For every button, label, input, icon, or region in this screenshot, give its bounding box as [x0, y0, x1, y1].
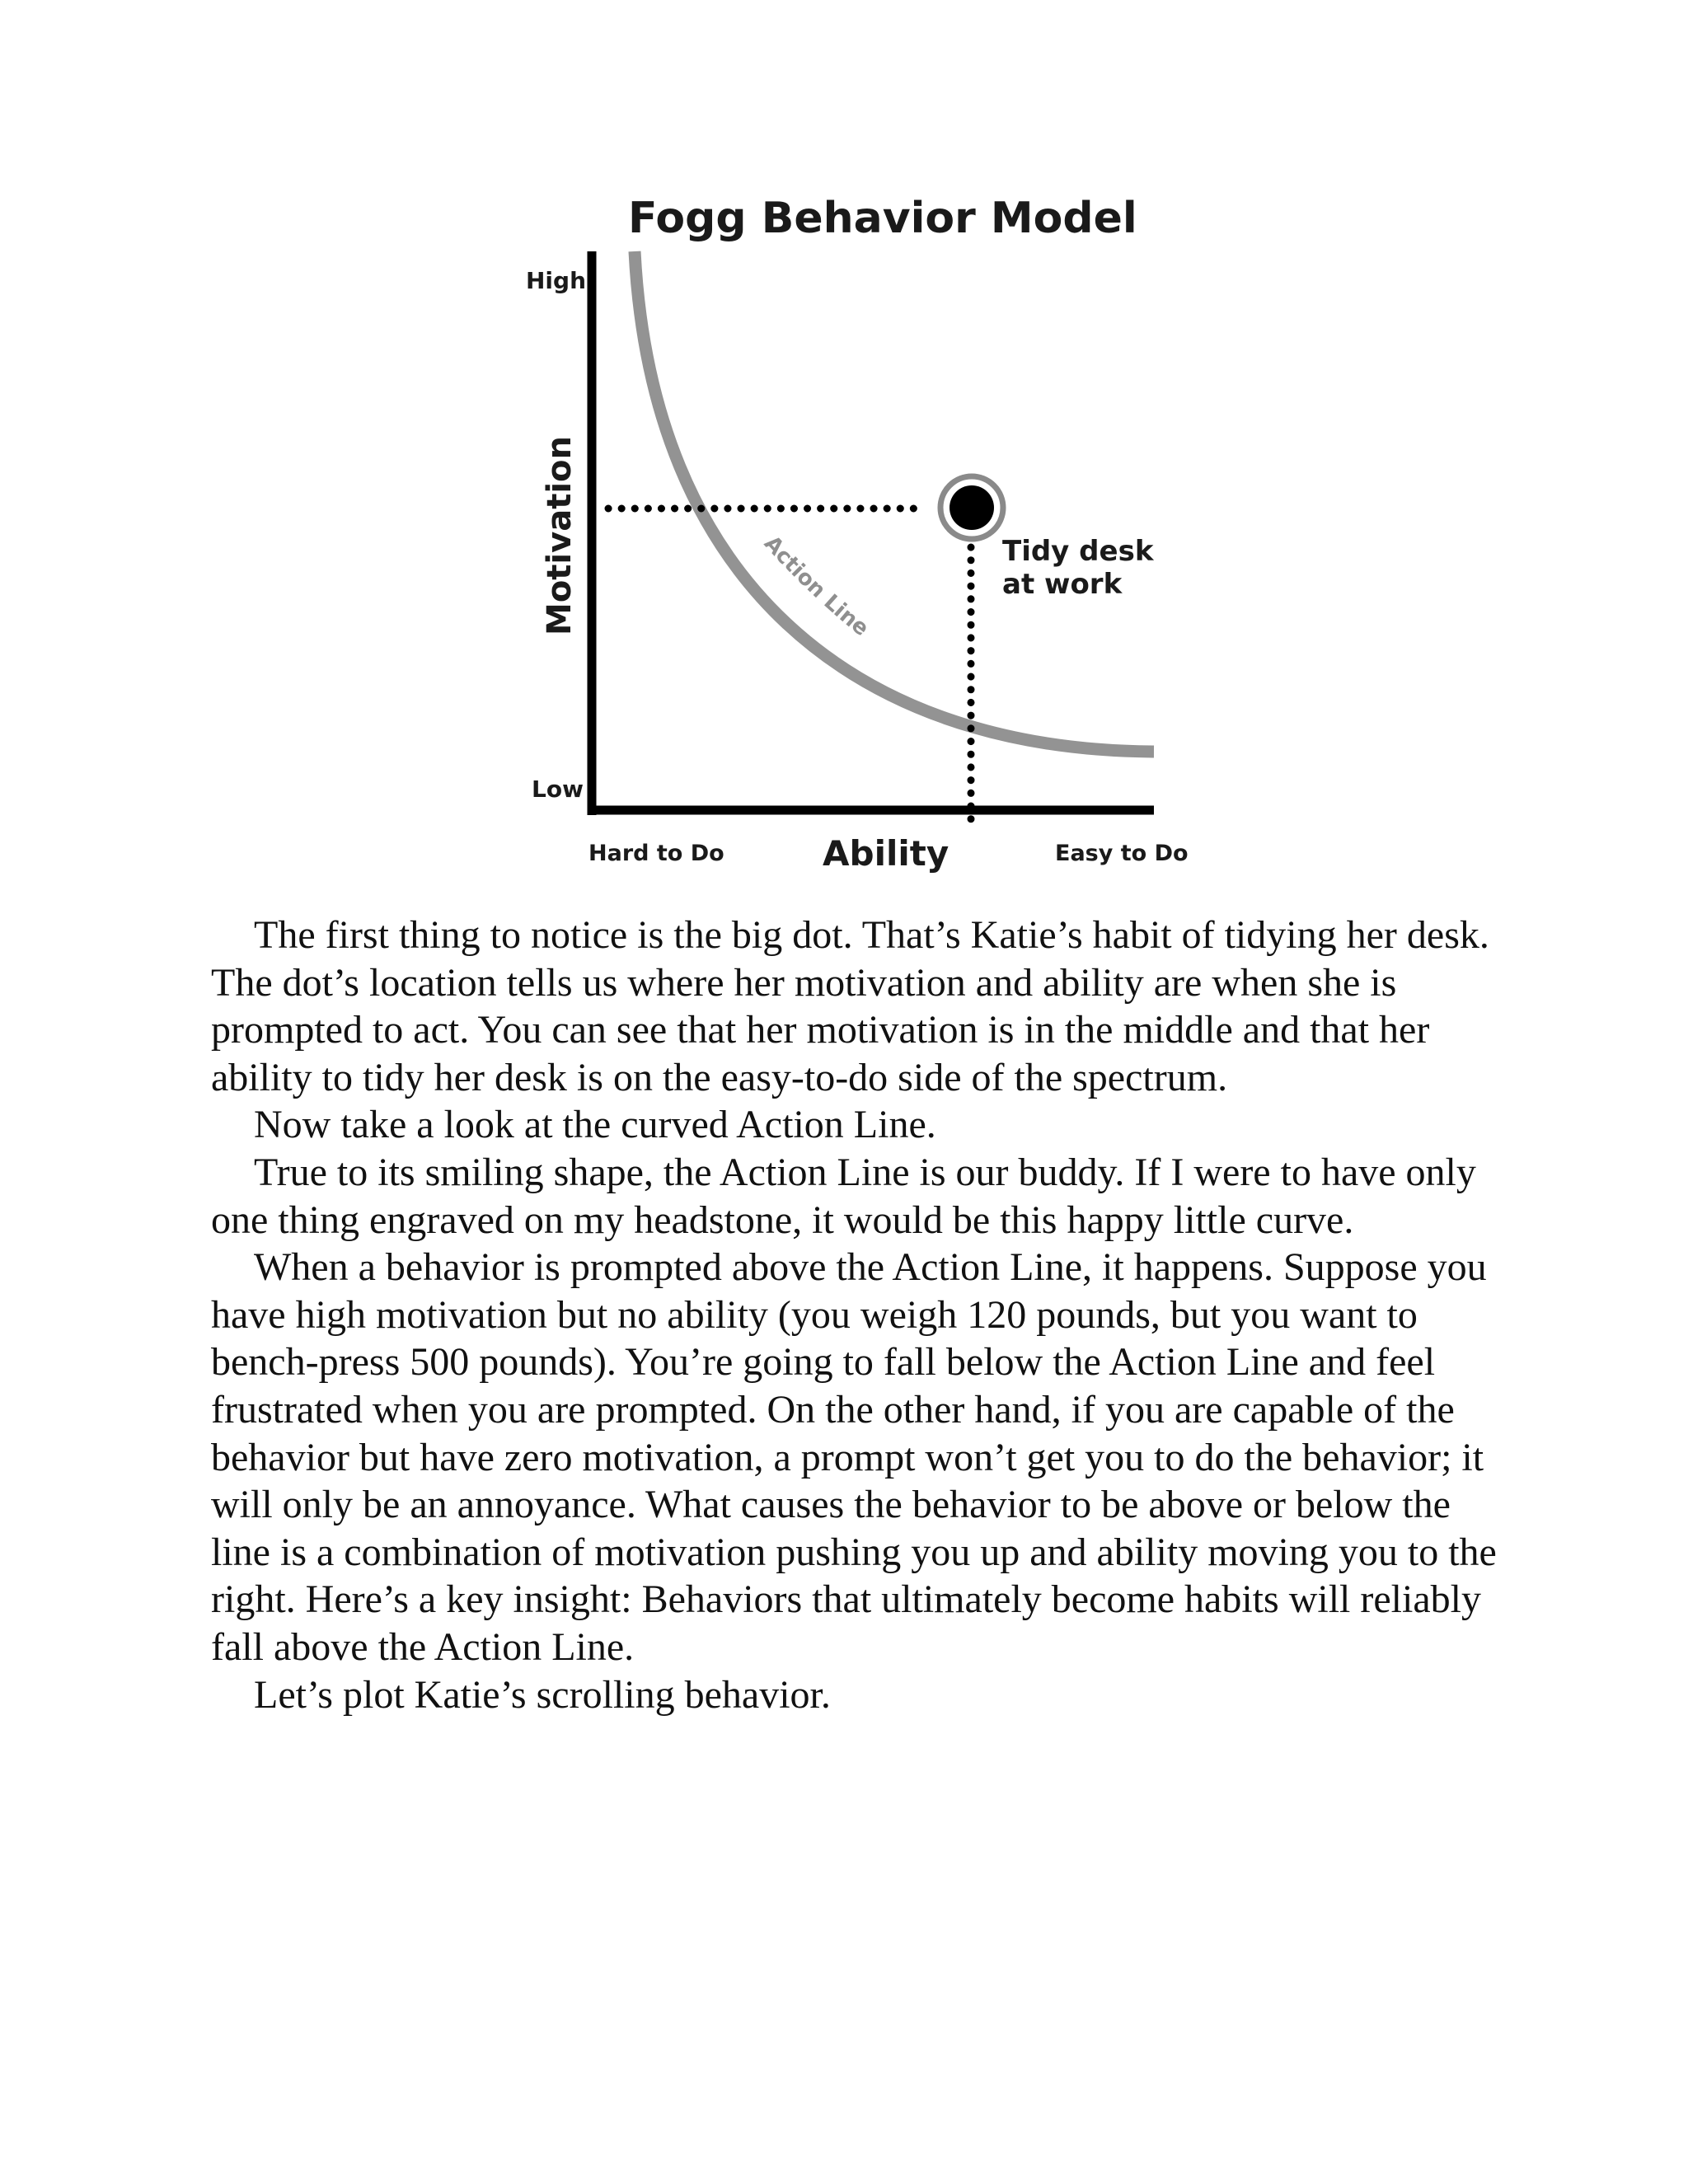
- behavior-label-line1: Tidy desk: [1002, 535, 1154, 568]
- body-text: [211, 912, 1497, 1718]
- figure-title: Fogg Behavior Model: [628, 194, 1137, 243]
- x-left-label: Hard to Do: [588, 841, 724, 866]
- paragraph-1: The first thing to notice is the big dot. That’s Katie’s habit of tidying her desk. The dot’s location tells us where her motivation and ability are when she is prompted to act. You can see that her motivation is in the middle and that her ability to tidy her desk is on the easy-to-do side of the spectrum.: [211, 913, 1489, 1099]
- y-low-label: Low: [532, 776, 584, 803]
- x-right-label: Easy to Do: [1055, 841, 1189, 866]
- action-line-label: [759, 532, 874, 641]
- behavior-dot: [950, 485, 994, 530]
- behavior-label-line2: at work: [1002, 568, 1123, 601]
- action-line-label-path: Action Line: [758, 531, 874, 642]
- action-line-curve: [635, 251, 1154, 752]
- paragraph-2: Now take a look at the curved Action Line.: [254, 1103, 936, 1147]
- paragraph-3: True to its smiling shape, the Action Line is our buddy. If I were to have only one thing engraved on my headstone, it would be this happy little curve.: [211, 1150, 1476, 1242]
- fogg-behavior-model-figure: [0, 0, 1688, 907]
- y-axis-label: Motivation: [541, 436, 579, 635]
- y-high-label: High: [526, 267, 587, 294]
- x-axis-label: Ability: [823, 833, 950, 874]
- paragraph-4: When a behavior is prompted above the Action Line, it happens. Suppose you have high motivation but no ability (you weigh 120 pounds, but you want to bench-press 500 pounds). You’re going to fall below the Action Line and feel frustrated when you are prompted. On the other hand, if you are capable of the behavior but have zero motivation, a prompt won’t get you to do the behavior; it will only be an annoyance. What causes the behavior to be above or below the line is a combination of motivation pushing you up and ability moving you to the right. Here’s a key insight: Behaviors that ultimately become habits will reliably fall above the Action Line.: [211, 1245, 1497, 1669]
- paragraph-5: Let’s plot Katie’s scrolling behavior.: [254, 1672, 831, 1717]
